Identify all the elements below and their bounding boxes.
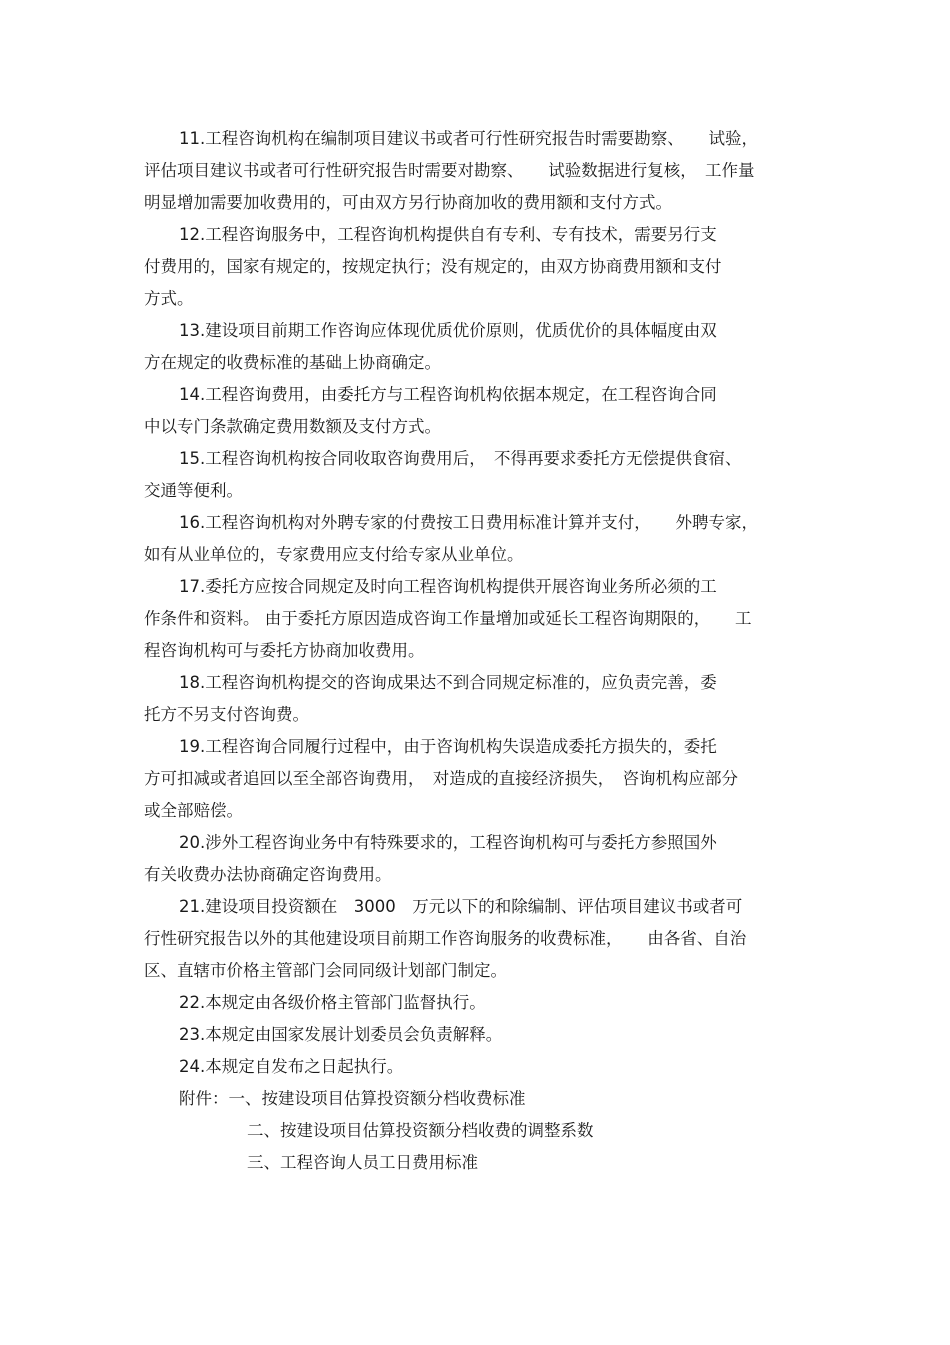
clause-11-line-2: 评估项目建议书或者可行性研究报告时需要对勘察、 试验数据进行复核， 工作量 (144, 161, 755, 180)
clause-17-line-3: 程咨询机构可与委托方协商加收费用。 (144, 641, 425, 660)
clause-17-line-1: 17.委托方应按合同规定及时向工程咨询机构提供开展咨询业务所必须的工 (179, 577, 717, 596)
clause-16-line-1: 16.工程咨询机构对外聘专家的付费按工日费用标准计算并支付， 外聘专家， (179, 513, 758, 532)
clause-21-line-3: 区、直辖市价格主管部门会同同级计划部门制定。 (144, 961, 507, 980)
clause-12-line-2: 付费用的，国家有规定的，按规定执行；没有规定的，由双方协商费用额和支付 (144, 257, 722, 276)
clause-11-line-1: 11.工程咨询机构在编制项目建议书或者可行性研究报告时需要勘察、 试验， (179, 129, 758, 148)
clause-13-line-1: 13.建设项目前期工作咨询应体现优质优价原则，优质优价的具体幅度由双 (179, 321, 717, 340)
clause-11-line-3: 明显增加需要加收费用的，可由双方另行协商加收的费用额和支付方式。 (144, 193, 672, 212)
clause-21-line-1: 21.建设项目投资额在 3000 万元以下的和除编制、评估项目建议书或者可 (179, 897, 743, 916)
clause-24: 24.本规定自发布之日起执行。 (179, 1057, 404, 1076)
clause-20-line-1: 20.涉外工程咨询业务中有特殊要求的，工程咨询机构可与委托方参照国外 (179, 833, 717, 852)
clause-14-line-2: 中以专门条款确定费用数额及支付方式。 (144, 417, 441, 436)
clause-19-line-3: 或全部赔偿。 (144, 801, 243, 820)
clause-12-line-1: 12.工程咨询服务中，工程咨询机构提供自有专利、专有技术，需要另行支 (179, 225, 717, 244)
clause-19-line-1: 19.工程咨询合同履行过程中，由于咨询机构失误造成委托方损失的，委托 (179, 737, 717, 756)
clause-15-line-1: 15.工程咨询机构按合同收取咨询费用后， 不得再要求委托方无偿提供食宿、 (179, 449, 742, 468)
attachment-1: 附件：一、按建设项目估算投资额分档收费标准 (179, 1089, 526, 1108)
clause-12-line-3: 方式。 (144, 289, 194, 308)
attachment-2: 二、按建设项目估算投资额分档收费的调整系数 (247, 1121, 594, 1140)
clause-22: 22.本规定由各级价格主管部门监督执行。 (179, 993, 486, 1012)
clause-13-line-2: 方在规定的收费标准的基础上协商确定。 (144, 353, 441, 372)
clause-17-line-2: 作条件和资料。 由于委托方原因造成咨询工作量增加或延长工程咨询期限的， 工 (144, 609, 752, 628)
clause-23: 23.本规定由国家发展计划委员会负责解释。 (179, 1025, 503, 1044)
clause-19-line-2: 方可扣减或者追回以至全部咨询费用， 对造成的直接经济损失， 咨询机构应部分 (144, 769, 738, 788)
clause-18-line-1: 18.工程咨询机构提交的咨询成果达不到合同规定标准的，应负责完善，委 (179, 673, 717, 692)
attachment-3: 三、工程咨询人员工日费用标准 (247, 1153, 478, 1172)
clause-15-line-2: 交通等便利。 (144, 481, 243, 500)
clause-18-line-2: 托方不另支付咨询费。 (144, 705, 309, 724)
clause-14-line-1: 14.工程咨询费用，由委托方与工程咨询机构依据本规定，在工程咨询合同 (179, 385, 717, 404)
clause-20-line-2: 有关收费办法协商确定咨询费用。 (144, 865, 392, 884)
clause-21-line-2: 行性研究报告以外的其他建设项目前期工作咨询服务的收费标准， 由各省、自治 (144, 929, 747, 948)
clause-16-line-2: 如有从业单位的，专家费用应支付给专家从业单位。 (144, 545, 524, 564)
